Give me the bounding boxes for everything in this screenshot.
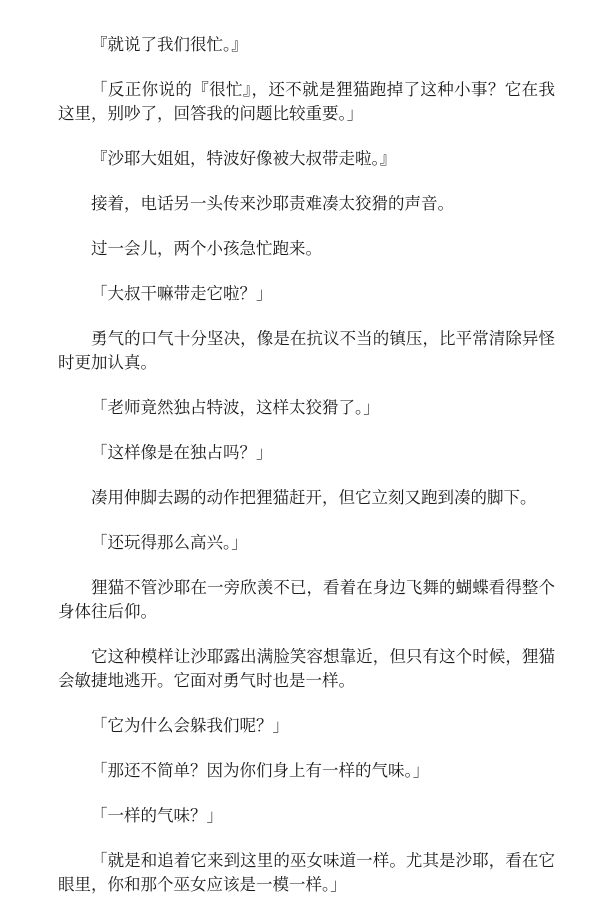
paragraph: 『沙耶大姐姐，特波好像被大叔带走啦。』	[91, 149, 397, 168]
paragraph: 「它为什么会躲我们呢？」	[91, 716, 289, 735]
paragraph: 它这种模样让沙耶露出满脸笑容想靠近，但只有这个时候，狸猫会敏捷地逃开。它面对勇气时也是一样。	[58, 647, 555, 690]
paragraph: 「老师竟然独占特波，这样太狡猾了。」	[91, 398, 380, 417]
paragraph: 「大叔干嘛带走它啦？」	[91, 284, 273, 303]
paragraph: 「就是和追着它来到这里的巫女味道一样。尤其是沙耶，看在它眼里，你和那个巫女应该是一模一样。」	[58, 851, 555, 894]
paragraph: 「一样的气味？」	[91, 806, 223, 825]
paragraph: 过一会儿，两个小孩急忙跑来。	[91, 239, 322, 258]
paragraph: 狸猫不管沙耶在一旁欣羡不已，看着在身边飞舞的蝴蝶看得整个身体往后仰。	[58, 578, 555, 621]
paragraph: 「这样像是在独占吗？」	[91, 443, 273, 462]
paragraph: 「反正你说的『很忙』，还不就是狸猫跑掉了这种小事？它在我这里，别吵了，回答我的问题比较重要。」	[58, 80, 555, 123]
paragraph: 「那还不简单？因为你们身上有一样的气味。」	[91, 761, 430, 780]
paragraph: 勇气的口气十分坚决，像是在抗议不当的镇压，比平常清除异怪时更加认真。	[58, 329, 555, 372]
paragraph: 「还玩得那么高兴。」	[91, 533, 248, 552]
paragraph: 接着，电话另一头传来沙耶责难凑太狡猾的声音。	[91, 194, 454, 213]
page-body	[58, 33, 555, 918]
paragraph: 凑用伸脚去踢的动作把狸猫赶开，但它立刻又跑到凑的脚下。	[91, 488, 537, 507]
paragraph: 『就说了我们很忙。』	[91, 35, 248, 54]
